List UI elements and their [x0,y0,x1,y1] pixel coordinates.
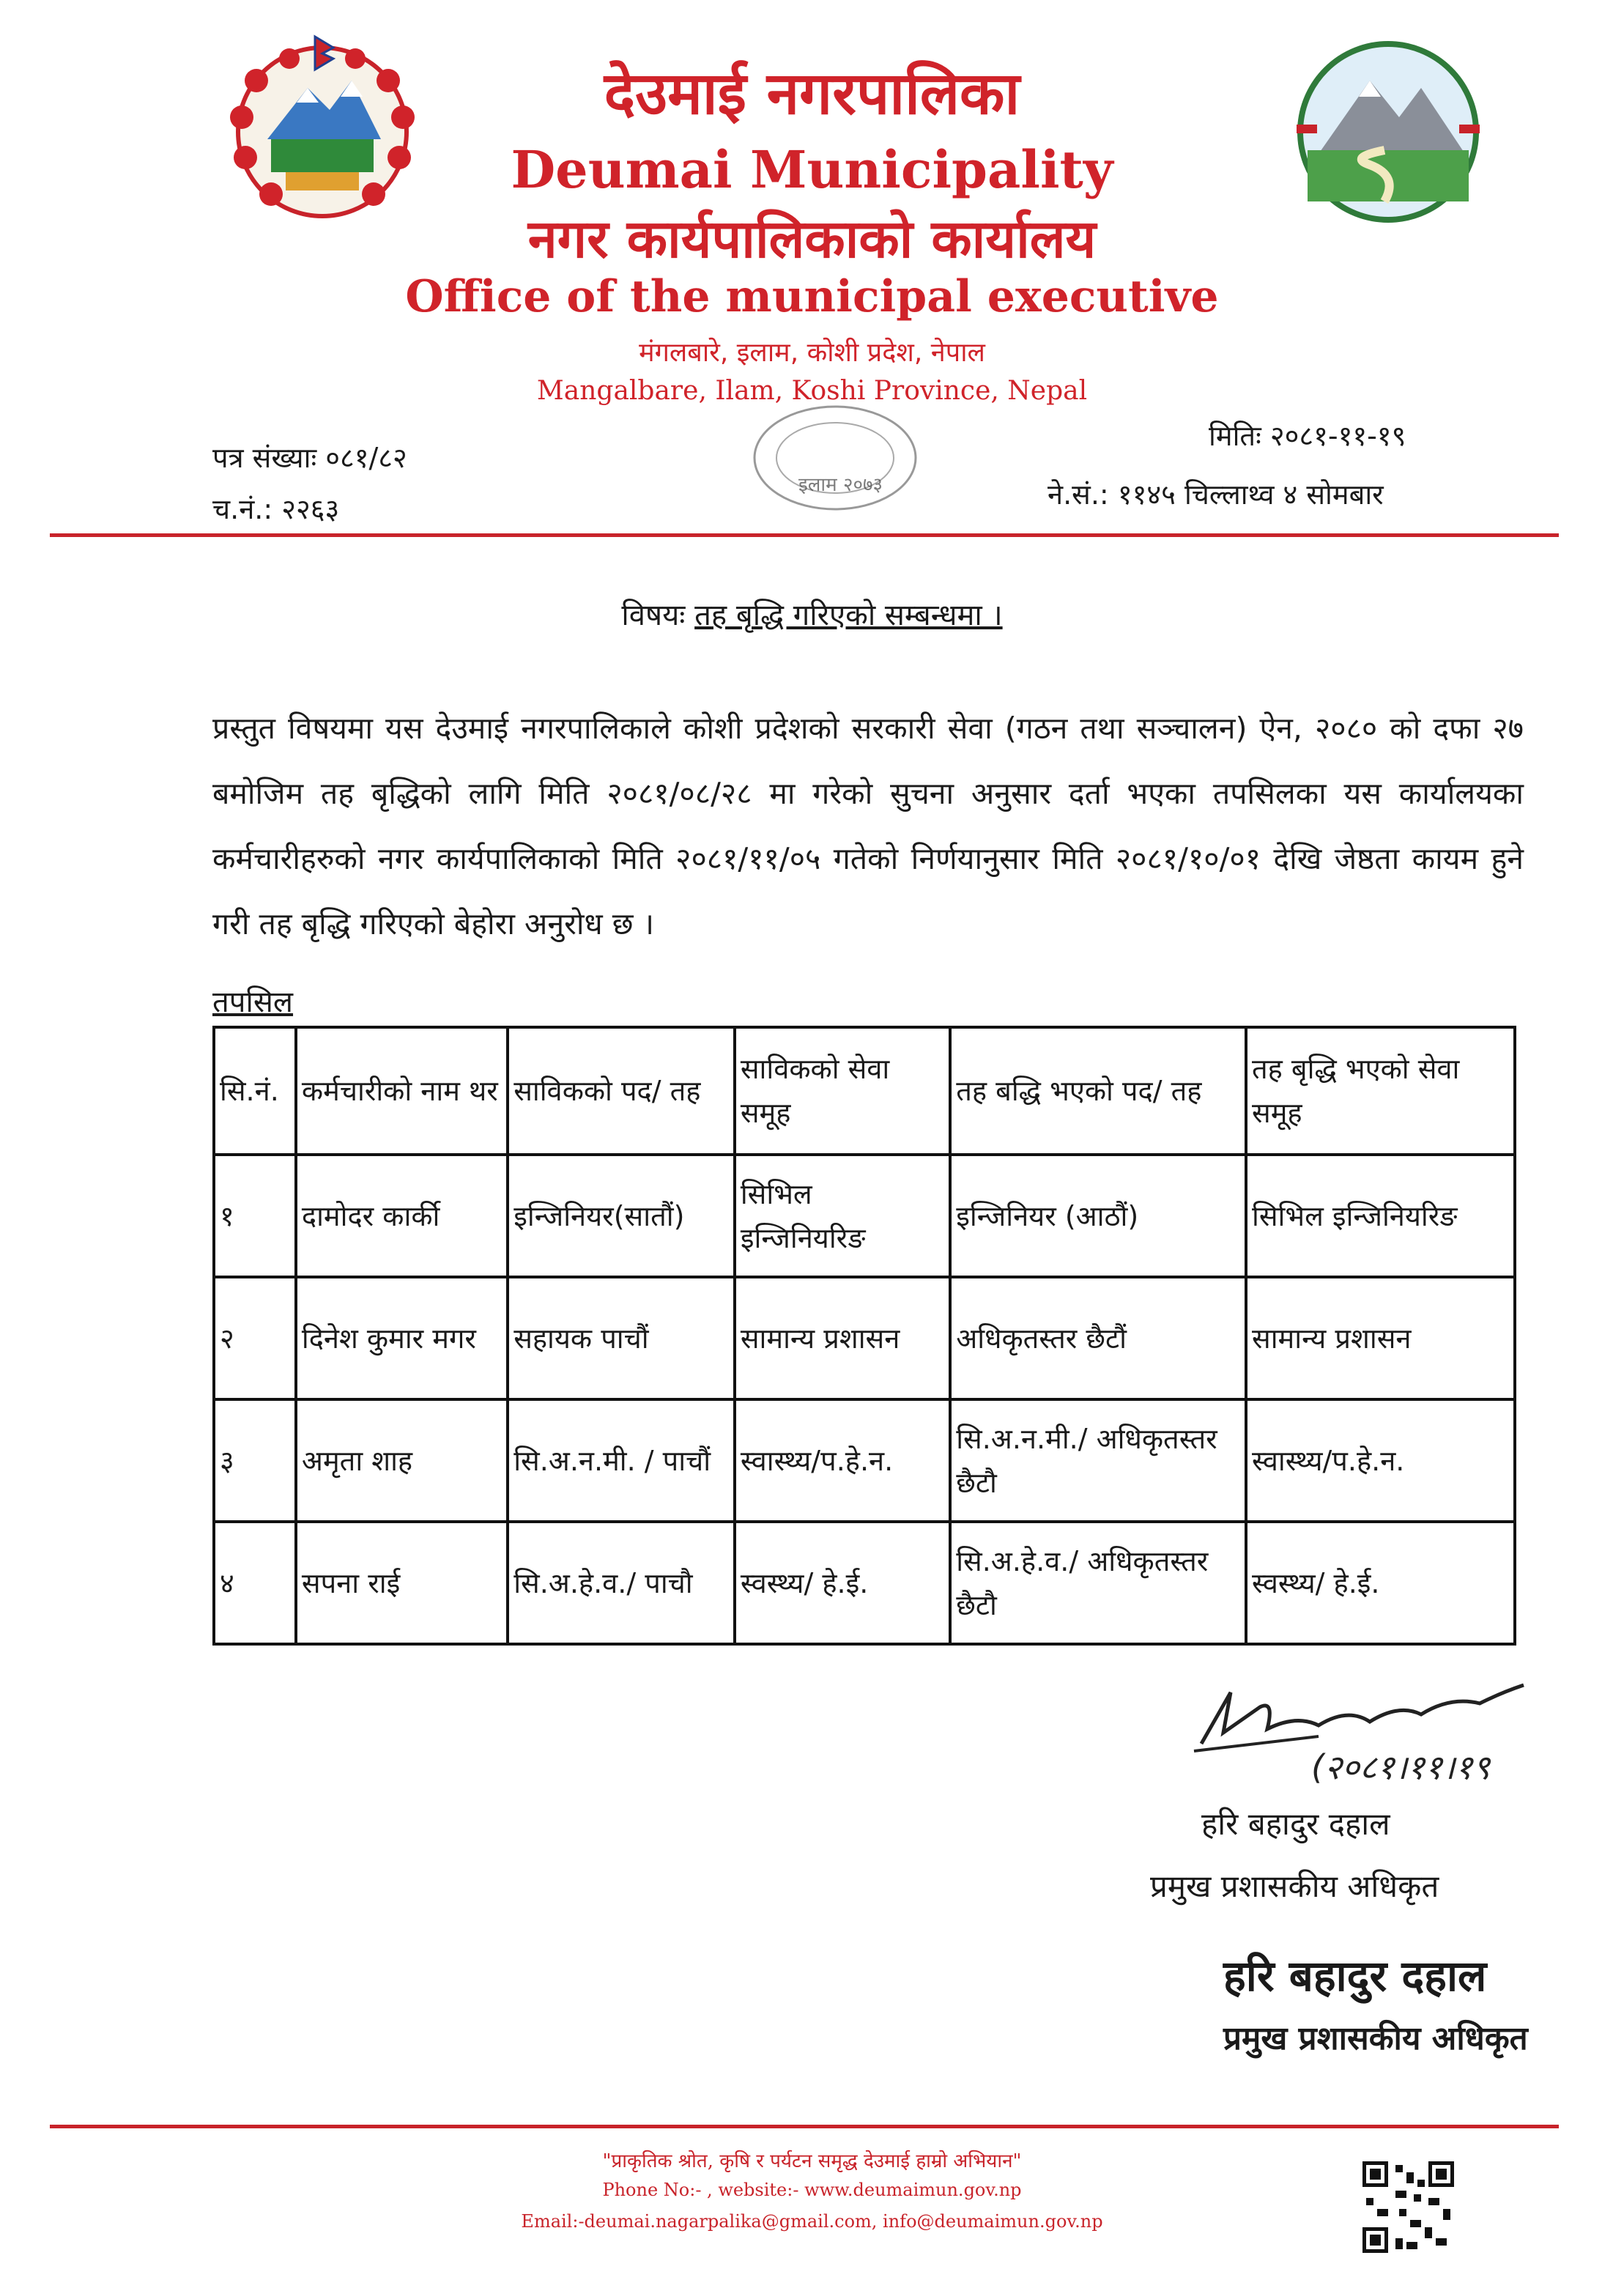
office-name-np: नगर कार्यपालिकाको कार्यालय [527,208,1097,270]
table-cell: सिभिल इन्जिनियरिङ [735,1155,950,1277]
table-cell: अमृता शाह [296,1399,508,1522]
signature-date: (२०८१।११।१९ [1311,1747,1491,1787]
qr-code-icon [1359,2158,1458,2257]
municipality-name-np: देउमाई नगरपालिका [604,59,1020,127]
table-header: तह बृद्धि भएको सेवा समूह [1246,1027,1515,1155]
svg-text:इलाम २०७३: इलाम २०७३ [798,474,883,496]
table-cell: सि.अ.न.मी. / पाचौं [508,1399,735,1522]
table-cell: इन्जिनियर (आठौं) [950,1155,1246,1277]
municipality-name-en: Deumai Municipality [511,139,1113,200]
subject-text: तह बृद्धि गरिएको सम्बन्धमा । [694,599,1003,632]
table-row [214,1277,1515,1399]
table-header: साविकको पद/ तह [508,1027,735,1155]
header-divider [50,533,1559,537]
promotion-table [212,1026,1516,1646]
footer-email: Email:-deumai.nagarpalika@gmail.com, info@deumaimun.gov.np [521,2211,1103,2232]
table-header: साविकको सेवा समूह [735,1027,950,1155]
table-cell: २ [214,1277,296,1399]
table-cell: सपना राई [296,1522,508,1644]
table-cell: स्वास्थ्य/प.हे.न. [735,1399,950,1522]
table-cell: ३ [214,1399,296,1522]
letter-number: पत्र संख्याः ०८१/८२ [212,442,407,474]
signatory-title: प्रमुख प्रशासकीय अधिकृत [1150,1868,1439,1904]
footer-slogan: "प्राकृतिक श्रोत, कृषि र पर्यटन समृद्ध देउमाई हाम्रो अभियान" [602,2150,1022,2172]
title-stamp: प्रमुख प्रशासकीय अधिकृत [1223,2020,1528,2057]
footer-contact: Phone No:- , website:- www.deumaimun.gov.np [602,2180,1022,2200]
table-row [214,1522,1515,1644]
table-cell: स्वास्थ्य/प.हे.न. [1246,1399,1515,1522]
table-cell: इन्जिनियर(सातौं) [508,1155,735,1277]
table-header: कर्मचारीको नाम थर [296,1027,508,1155]
nepal-sambat-date: ने.सं.: ११४५ चिल्लाथ्व ४ सोमबार [1048,478,1384,511]
address-np: मंगलबारे, इलाम, कोशी प्रदेश, नेपाल [639,338,985,368]
table-cell: सि.अ.न.मी./ अधिकृतस्तर छैटौ [950,1399,1246,1522]
office-name-en: Office of the municipal executive [405,271,1219,322]
dispatch-number: च.नं.: २२६३ [212,493,340,525]
footer-divider [50,2125,1559,2128]
table-cell: स्वस्थ्य/ हे.ई. [1246,1522,1515,1644]
table-cell: ४ [214,1522,296,1644]
table-cell: सि.अ.हे.व./ अधिकृतस्तर छैटौ [950,1522,1246,1644]
table-cell: १ [214,1155,296,1277]
body-paragraph: प्रस्तुत विषयमा यस देउमाई नगरपालिकाले कोशी प्रदेशको सरकारी सेवा (गठन तथा सञ्चालन) ऐन, २०८० को दफा २७ बमोजिम तह बृद्धिको लागि मिति २०८१/०८/२८ मा गरेको सुचना अनुसार दर्ता भएका तपसिलका यस कार्यालयका कर्मचारीहरुको नगर कार्यपालिकाको मिति २०८१/११/०५ गतेको निर्णयानुसार मिति २०८१/१०/०१ देखि जेष्ठता कायम हुने गरी तह बृद्धि गरिएको बेहोरा अनुरोध छ । [212,711,1524,941]
name-stamp: हरि बहादुर दहाल [1223,1951,1487,2001]
table-row [214,1399,1515,1522]
table-cell: सहायक पाचौं [508,1277,735,1399]
table-cell: सामान्य प्रशासन [735,1277,950,1399]
letter-date: मितिः २०८१-११-१९ [1209,420,1406,452]
table-cell: सि.अ.हे.व./ पाचौ [508,1522,735,1644]
table-header: तह बद्धि भएको पद/ तह [950,1027,1246,1155]
table-header-row [214,1027,1515,1155]
office-seal-icon [733,399,923,517]
subject-label: विषयः [621,599,686,632]
signatory-name: हरि बहादुर दहाल [1201,1806,1390,1842]
address-en: Mangalbare, Ilam, Koshi Province, Nepal [536,376,1088,406]
table-header: सि.नं. [214,1027,296,1155]
table-cell: दामोदर कार्की [296,1155,508,1277]
table-row [214,1155,1515,1277]
table-cell: स्वस्थ्य/ हे.ई. [735,1522,950,1644]
subject-line [0,593,1624,634]
table-cell: सामान्य प्रशासन [1246,1277,1515,1399]
table-cell: सिभिल इन्जिनियरिङ [1246,1155,1515,1277]
table-cell: अधिकृतस्तर छैटौं [950,1277,1246,1399]
table-cell: दिनेश कुमार मगर [296,1277,508,1399]
tapasil-label: तपसिल [212,985,294,1019]
